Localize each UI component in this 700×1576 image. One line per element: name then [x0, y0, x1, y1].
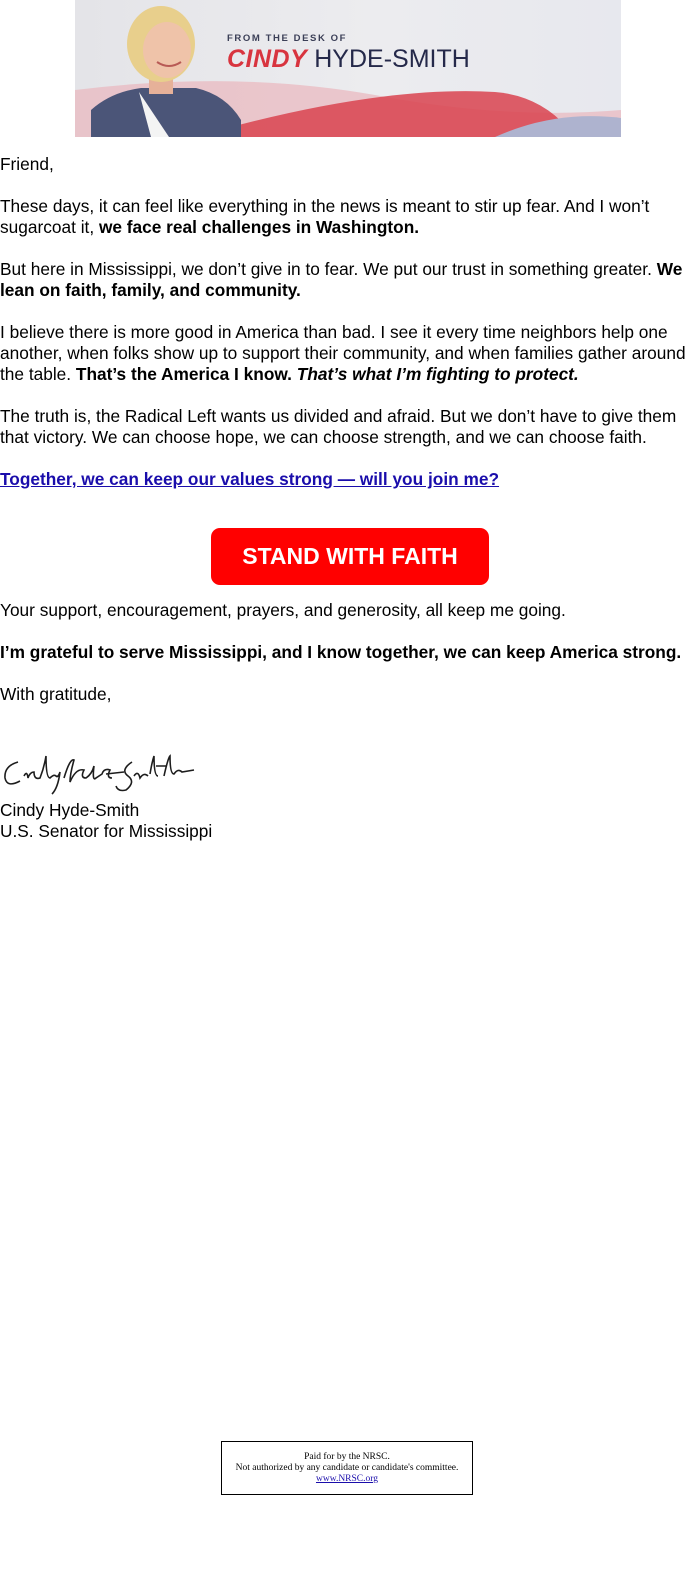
sender-name: Cindy Hyde-Smith — [0, 800, 140, 820]
paragraph-3-bold: That’s the America I know. — [75, 364, 292, 384]
nrsc-website-link[interactable]: www.NRSC.org — [315, 1474, 379, 1484]
paragraph-1-bold: we face real challenges in Washington. — [98, 217, 420, 237]
senator-portrait-image — [91, 0, 241, 137]
paragraph-2 — [0, 259, 700, 301]
email-body-closing — [0, 600, 700, 726]
disclaimer-line-1: Paid for by the NRSC. — [304, 1452, 390, 1462]
disclaimer-line-2: Not authorized by any candidate or candidate's committee. — [235, 1463, 459, 1473]
paragraph-3-text: I believe there is more good in America than bad. I see it every time neighbors help one another, when folks show up to support their community, and when families gather around the table. — [0, 322, 686, 384]
sign-off-block — [0, 800, 212, 842]
paragraph-3 — [0, 322, 700, 385]
sender-title: U.S. Senator for Mississippi — [0, 821, 213, 841]
banner-last-name: HYDE-SMITH — [314, 45, 470, 73]
paragraph-2-text: But here in Mississippi, we don’t give in to fear. We put our trust in something greater. — [0, 259, 657, 279]
stand-with-faith-button[interactable]: STAND WITH FAITH — [211, 528, 489, 585]
paid-for-disclaimer — [221, 1441, 473, 1495]
banner-title — [227, 45, 470, 74]
handwritten-signature — [0, 748, 200, 800]
from-desk-label: FROM THE DESK OF — [227, 33, 348, 44]
closing-line: With gratitude, — [0, 684, 112, 704]
paragraph-1 — [0, 196, 700, 238]
paragraph-2-bold: We lean on faith, family, and community. — [0, 259, 683, 300]
banner-first-name: CINDY — [227, 45, 308, 73]
paragraph-6-bold: I’m grateful to serve Mississippi, and I know together, we can keep America strong. — [0, 642, 682, 662]
paragraph-5: Your support, encouragement, prayers, and generosity, all keep me going. — [0, 600, 566, 620]
header-banner — [75, 0, 621, 137]
paragraph-6 — [0, 642, 700, 663]
join-me-link[interactable]: Together, we can keep our values strong — will you join me? — [0, 469, 500, 489]
email-body — [0, 154, 700, 511]
paragraph-3-bold-italic: That’s what I’m fighting to protect. — [296, 364, 579, 384]
paragraph-1-text: These days, it can feel like everything in the news is meant to stir up fear. And I won’t sugarcoat it, — [0, 196, 650, 237]
cta-button-container — [0, 528, 700, 585]
greeting: Friend, — [0, 154, 54, 174]
paragraph-4: The truth is, the Radical Left wants us divided and afraid. But we don’t have to give them that victory. We can choose hope, we can choose strength, and we can choose faith. — [0, 406, 677, 447]
cta-paragraph — [0, 469, 700, 490]
